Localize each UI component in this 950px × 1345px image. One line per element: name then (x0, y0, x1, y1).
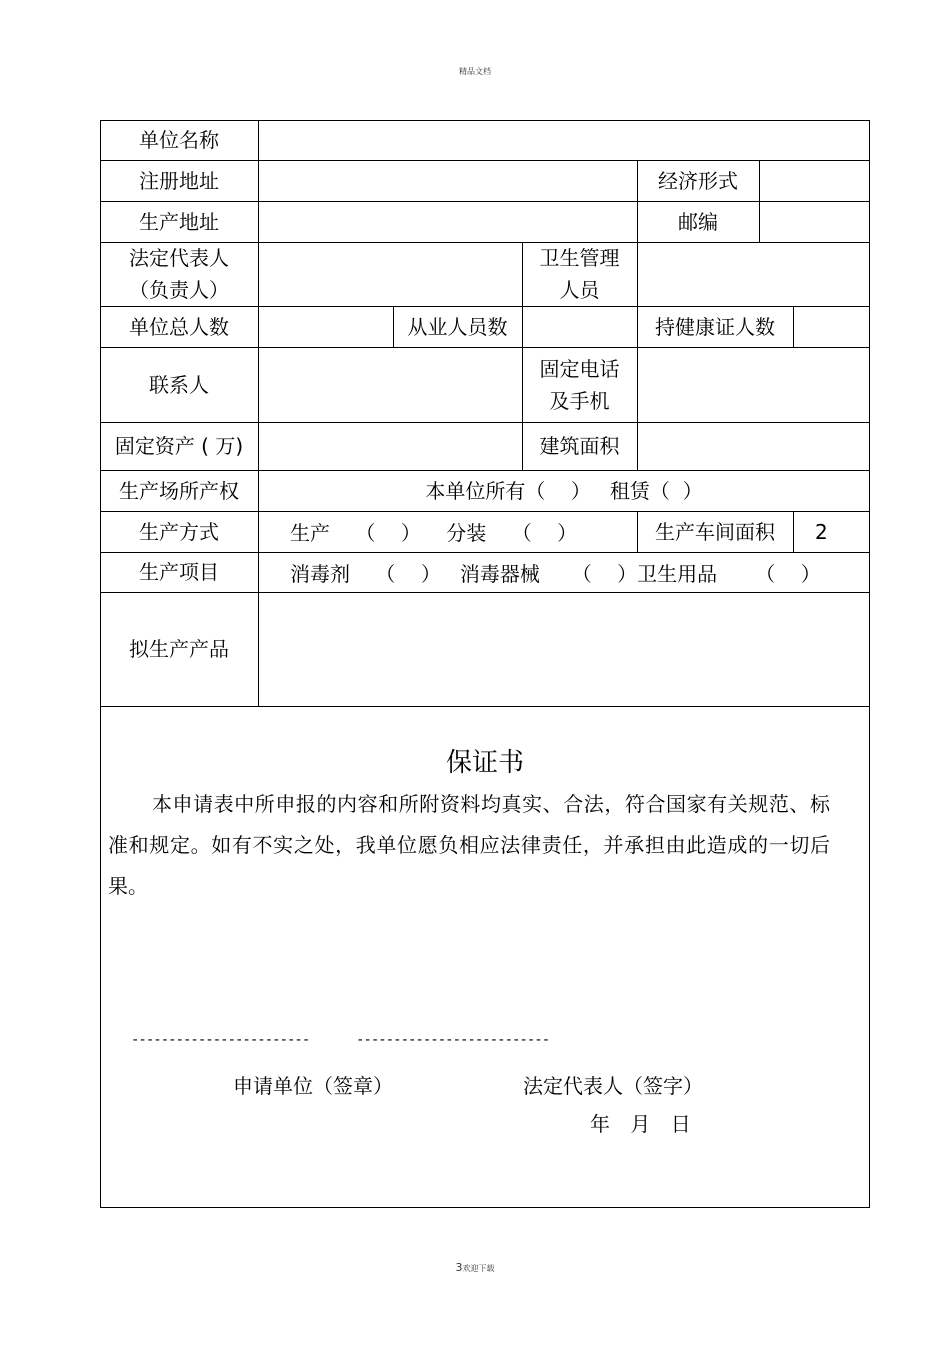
column-divider (793, 511, 794, 552)
contact-label: 联系人 (149, 372, 209, 397)
guarantee-title: 保证书 (445, 748, 524, 778)
property-options: 本单位所有（ ） 租赁（ ） (425, 478, 703, 503)
unit-name-label: 单位名称 (139, 128, 219, 152)
reg-address-label: 注册地址 (139, 168, 219, 193)
practitioners-label: 从业人员数 (407, 314, 508, 339)
planned-products-label: 拟生产产品 (129, 637, 229, 661)
postcode-label: 邮编 (678, 209, 718, 234)
page-number: 3 (455, 1261, 463, 1274)
applicant-signature-line: ------------------------ (131, 1032, 310, 1048)
row-divider (100, 706, 870, 707)
fixed-assets-label: 固定资产 ( 万) (114, 434, 244, 458)
page-header: 精品文档 (459, 67, 491, 76)
econ-form-label: 经济形式 (658, 168, 738, 193)
prod-method-options: 生产 （ ） 分装 （ ） (290, 521, 578, 545)
legal-rep-label: 法定代表人 （负责人） (129, 246, 229, 302)
prod-items-label: 生产项目 (139, 560, 219, 584)
guarantee-body: 本申请表中所申报的内容和所附资料均真实、合法，符合国家有关规范、标准和规定。如有不实之处，我单位愿负相应法律责任，并承担由此造成的一切后果。 (108, 792, 830, 898)
workshop-area-value: 2 (815, 519, 828, 544)
prod-items-options: 消毒剂 （ ） 消毒器械 （ ）卫生用品 （ ） (290, 561, 821, 586)
legal-rep-signature-line: -------------------------- (356, 1032, 550, 1048)
health-cert-label: 持健康证人数 (655, 314, 775, 339)
property-right-label: 生产场所产权 (119, 478, 239, 503)
column-divider (637, 242, 638, 470)
phone-label: 固定电话 及手机 (539, 356, 620, 413)
page-footer (0, 1261, 950, 1274)
legal-rep-sign-label: 法定代表人（签字） (523, 1074, 703, 1098)
total-staff-label: 单位总人数 (129, 314, 229, 339)
column-divider (759, 160, 760, 242)
hygiene-mgr-label: 卫生管理 人员 (539, 246, 620, 302)
building-area-label: 建筑面积 (539, 434, 620, 458)
column-divider (258, 120, 259, 706)
footer-text: 欢迎下载 (462, 1264, 495, 1273)
column-divider (793, 306, 794, 347)
applicant-seal-label: 申请单位（签章） (233, 1074, 393, 1098)
prod-address-label: 生产地址 (139, 209, 219, 234)
date-label: 年 月 日 (590, 1112, 691, 1136)
prod-method-label: 生产方式 (139, 519, 219, 544)
workshop-area-label: 生产车间面积 (655, 519, 775, 544)
